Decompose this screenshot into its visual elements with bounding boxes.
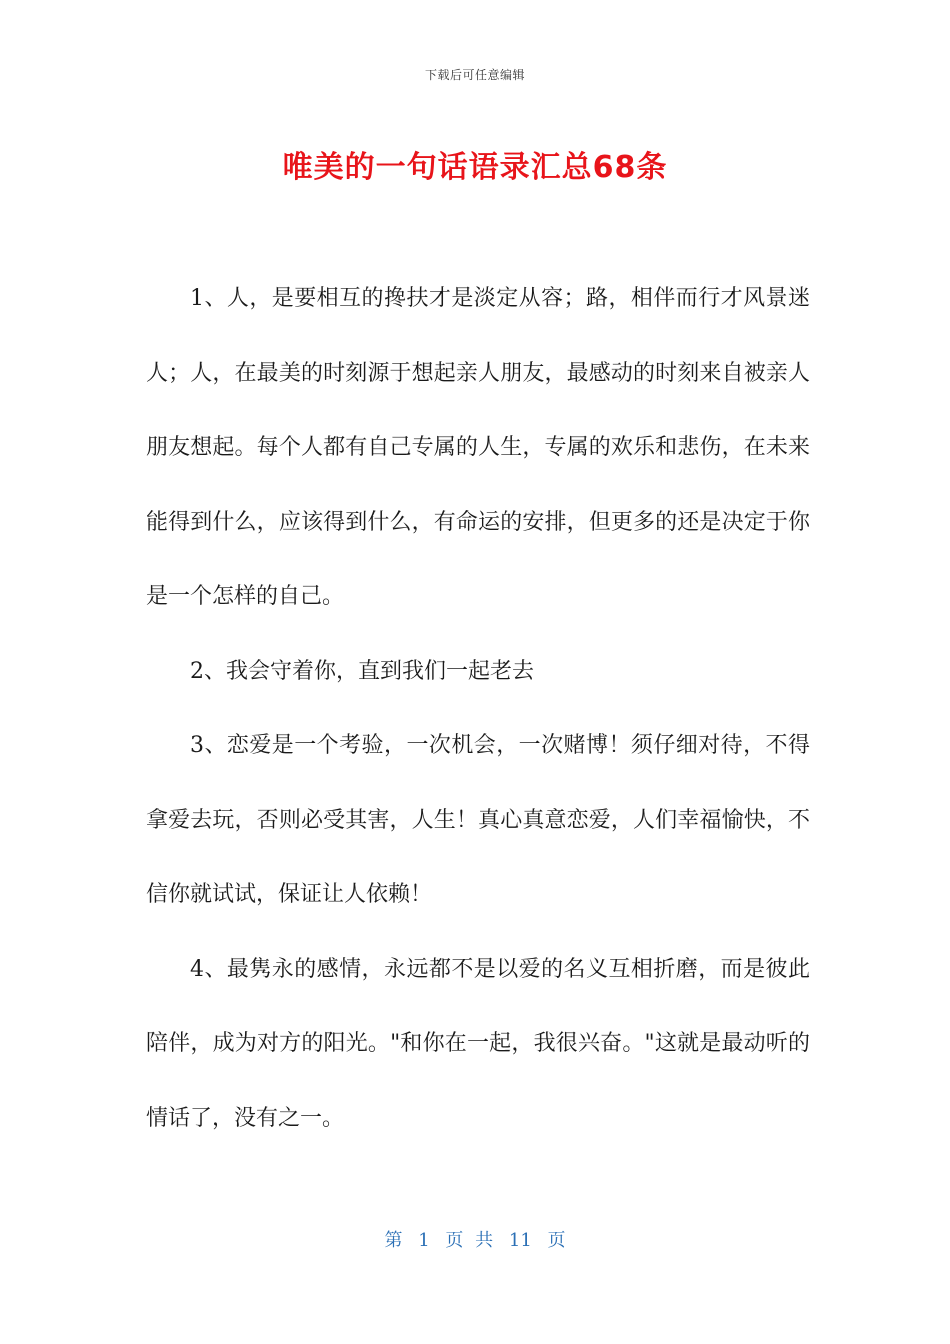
- footer-suffix: 页: [547, 1230, 566, 1251]
- page-footer: [0, 1226, 950, 1252]
- footer-total-pages: 11: [508, 1230, 532, 1251]
- document-title: 唯美的一句话语录汇总68条: [282, 150, 668, 185]
- paragraph-3: 3、恋爱是一个考验，一次机会，一次赌博！须仔细对待，不得拿爱去玩，否则必受其害，人生！真心真意恋爱，人们幸福愉快，不信你就试试，保证让人依赖！: [146, 733, 810, 907]
- document-body: [146, 262, 810, 1156]
- paragraph-1: 1、人，是要相互的搀扶才是淡定从容；路，相伴而行才风景迷人；人，在最美的时刻源于想起亲人朋友，最感动的时刻来自被亲人朋友想起。每个人都有自己专属的人生，专属的欢乐和悲伤，在未来能得到什么，应该得到什么，有命运的安排，但更多的还是决定于你是一个怎样的自己。: [146, 286, 810, 609]
- paragraph-4: 4、最隽永的感情，永远都不是以爱的名义互相折磨，而是彼此陪伴，成为对方的阳光。"和你在一起，我很兴奋。"这就是最动听的情话了，没有之一。: [146, 956, 810, 1131]
- footer-prefix: 第: [384, 1230, 403, 1251]
- header-note: 下载后可任意编辑: [424, 68, 525, 82]
- footer-current-page: 1: [418, 1230, 430, 1251]
- footer-mid: 页 共: [445, 1230, 494, 1251]
- paragraph-2: 2、我会守着你，直到我们一起老去: [190, 658, 534, 684]
